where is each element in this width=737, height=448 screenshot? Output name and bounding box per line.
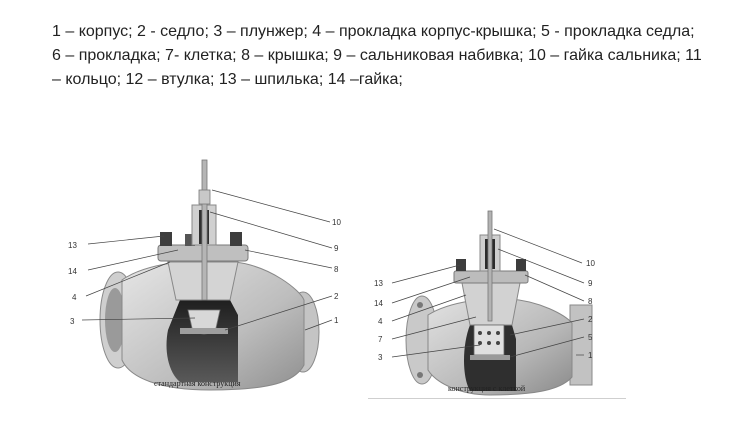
callout-5: 5 xyxy=(588,333,593,342)
callout-8: 8 xyxy=(334,265,339,274)
callout-13: 13 xyxy=(68,241,77,250)
callout-8: 8 xyxy=(588,297,593,306)
valve-body xyxy=(406,211,592,395)
callout-13: 13 xyxy=(374,279,383,288)
callout-9: 9 xyxy=(334,244,339,253)
caption-cage: конструкция с клеткой xyxy=(448,384,526,393)
callout-10: 10 xyxy=(332,218,341,227)
parts-legend xyxy=(52,20,722,92)
caption-standard: стандартная конструкция xyxy=(154,379,241,388)
figure-divider xyxy=(368,398,626,399)
legend-line: 6 – прокладка; 7- клетка; 8 – крышка; 9 – сальниковая набивка; 10 – гайка сальника; 11 xyxy=(52,47,702,64)
callout-3: 3 xyxy=(70,317,75,326)
callout-14: 14 xyxy=(68,267,77,276)
legend-line: 1 – корпус; 2 - седло; 3 – плунжер; 4 – прокладка корпус-крышка; 5 - прокладка седла; xyxy=(52,23,695,40)
callout-4: 4 xyxy=(378,317,383,326)
callout-14: 14 xyxy=(374,299,383,308)
callout-2: 2 xyxy=(334,292,339,301)
cage-valve-cutaway xyxy=(370,205,635,405)
callout-3: 3 xyxy=(378,353,383,362)
standard-valve-cutaway xyxy=(60,150,360,400)
legend-line: – кольцо; 12 – втулка; 13 – шпилька; 14 –гайка; xyxy=(52,71,403,88)
callout-9: 9 xyxy=(588,279,593,288)
callout-7: 7 xyxy=(378,335,383,344)
callout-1: 1 xyxy=(334,316,339,325)
valve-body xyxy=(100,160,319,390)
callout-1: 1 xyxy=(588,351,593,360)
callout-2: 2 xyxy=(588,315,593,324)
callout-10: 10 xyxy=(586,259,595,268)
callout-4: 4 xyxy=(72,293,77,302)
